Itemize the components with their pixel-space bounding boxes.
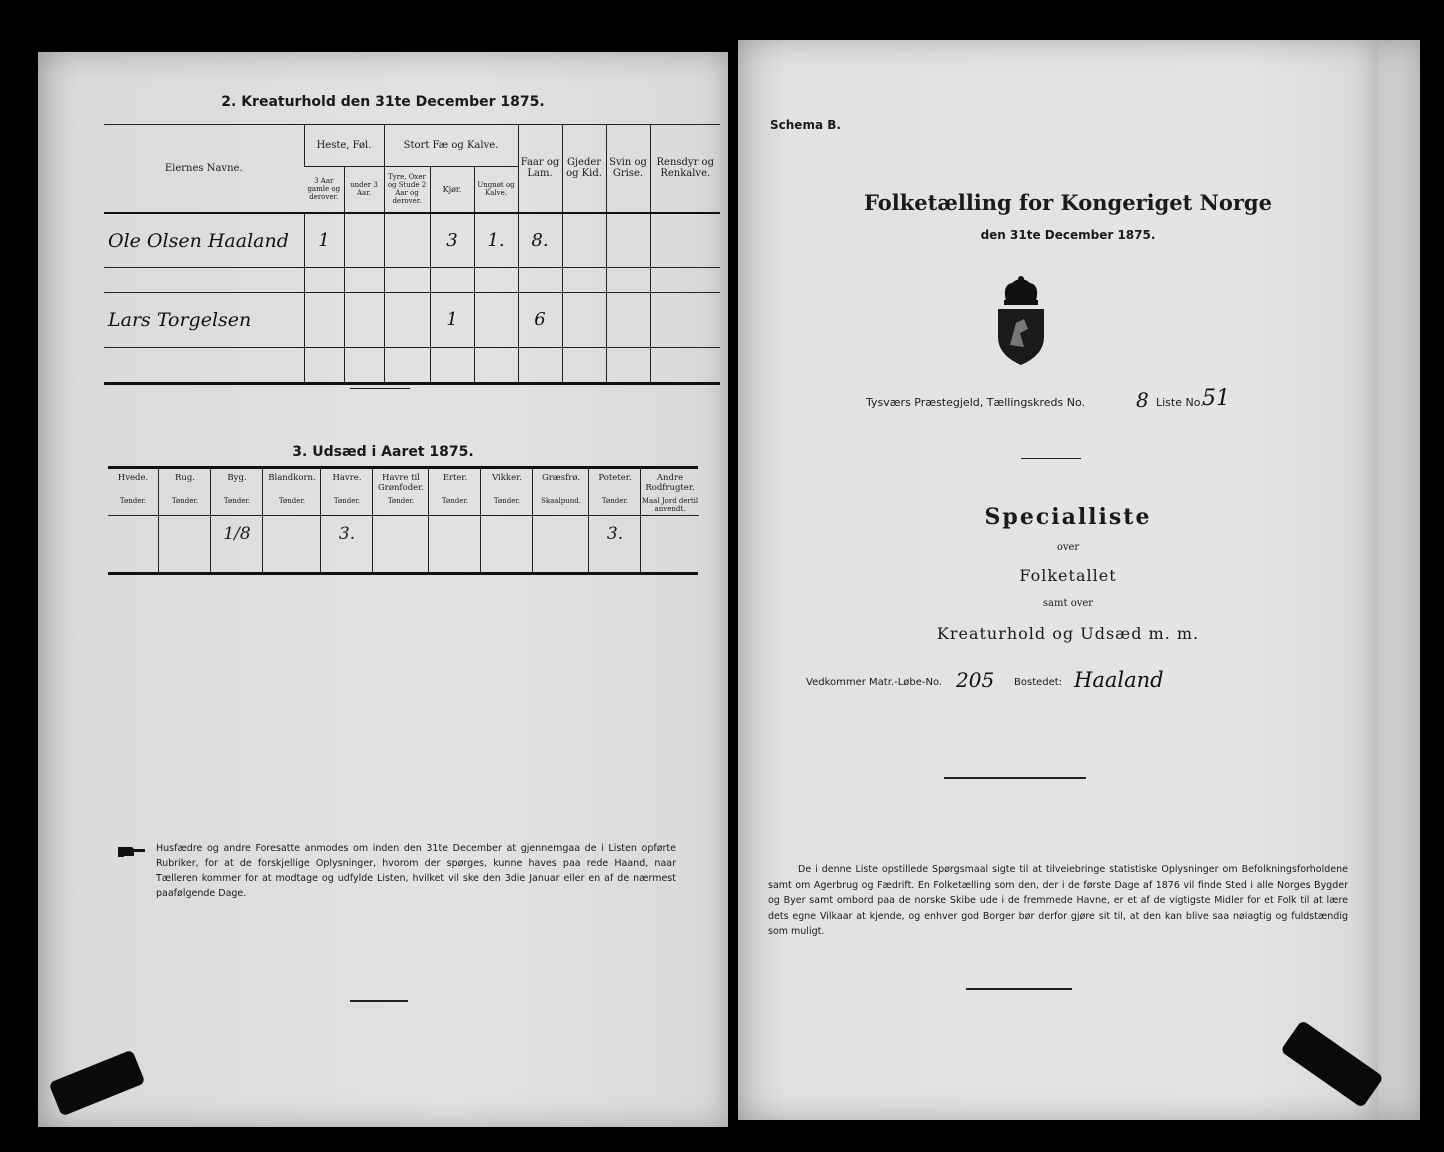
seed-value: 1/8 — [223, 524, 251, 544]
seed-header: Poteter. — [598, 473, 632, 483]
seed-header: Græsfrø. — [541, 473, 581, 483]
seed-unit: Tønder. — [429, 497, 481, 516]
seed-column — [158, 469, 211, 573]
notice-text: Husfædre og andre Foresatte anmodes om inden den 31te December at gjennemgaa de i Listen opførte Rubriker, for at de forskjellige Oplysninger, hvorom der spørges, kunne haves paa rede Haand, naar Tælleren kommer for at modtage og udfylde Listen, hvilket vil ske den 3die Januar eller en af de nærmest paafølgende Dage. — [156, 843, 676, 899]
document-title: Folketælling for Kongeriget Norge — [864, 190, 1272, 215]
horse-old-value — [304, 292, 344, 347]
livestock-title: 2. Kreaturhold den 31te December 1875. — [221, 94, 545, 110]
pigs-header: Svin og Grise. — [606, 125, 650, 213]
livestock-table — [104, 125, 720, 383]
seed-header: Blandkorn. — [268, 473, 316, 483]
young-value: 1. — [474, 213, 518, 268]
owner-header: Eiernes Navne. — [164, 162, 243, 174]
divider — [944, 777, 1086, 779]
owner-name: Ole Olsen Haaland — [104, 213, 304, 268]
matr-label: Vedkommer Matr.-Løbe-No. — [806, 677, 943, 688]
specialliste-heading: Specialliste — [984, 504, 1152, 530]
seed-unit: Tønder. — [263, 497, 321, 516]
seed-header: Havre til Grønfoder. — [377, 473, 424, 493]
divider — [350, 388, 410, 389]
samt-over-text: samt over — [1042, 598, 1094, 609]
seed-table — [108, 469, 698, 573]
seed-value — [481, 516, 533, 556]
seed-header: Hvede. — [117, 473, 149, 483]
cows-value: 1 — [430, 292, 474, 347]
seed-value — [373, 516, 429, 556]
right-page — [738, 40, 1378, 1120]
sheep-value: 6 — [518, 292, 562, 347]
schema-label: Schema B. — [770, 118, 841, 132]
table-row — [104, 292, 720, 347]
sheep-value: 8. — [518, 213, 562, 268]
cattle-header: Stort Fæ og Kalve. — [384, 125, 518, 166]
seed-value — [108, 516, 158, 556]
liste-label: Liste No. — [1156, 396, 1204, 409]
seed-column — [480, 469, 533, 573]
seed-unit: Skaalpund. — [533, 497, 589, 516]
seed-unit: Maal Jord dertil anvendt. — [641, 497, 699, 516]
table-row — [104, 213, 720, 268]
empty-cell — [384, 213, 430, 268]
kreaturhold-heading: Kreaturhold og Udsæd m. m. — [936, 624, 1200, 643]
horses-header: Heste, Føl. — [304, 125, 384, 166]
kreds-number: 8 — [1136, 388, 1149, 412]
seed-header: Vikker. — [492, 473, 522, 483]
seed-unit: Tønder. — [481, 497, 533, 516]
liste-number: 51 — [1202, 386, 1230, 411]
divider — [350, 1000, 408, 1002]
seed-column — [210, 469, 263, 573]
empty-cell — [606, 213, 650, 268]
pointing-hand-icon — [118, 844, 146, 860]
seed-column — [372, 469, 429, 573]
parish-label: Tysværs Præstegjeld, Tællingskreds No. — [866, 396, 1085, 409]
bosted-label: Bostedet: — [1014, 677, 1063, 688]
divider — [966, 988, 1072, 990]
seed-unit: Tønder. — [373, 497, 429, 516]
owner-name: Lars Torgelsen — [104, 292, 304, 347]
goats-header: Gjeder og Kid. — [562, 125, 606, 213]
bosted-value: Haaland — [1074, 668, 1164, 692]
seed-column — [640, 469, 699, 573]
seed-header: Havre. — [332, 473, 362, 483]
seed-header: Byg. — [227, 473, 247, 483]
divider — [1021, 458, 1081, 459]
seed-value — [429, 516, 481, 556]
horse-young-header: under 3 Aar. — [344, 166, 384, 213]
seed-header: Rug. — [174, 473, 196, 483]
seed-value — [159, 516, 211, 556]
seed-value — [263, 516, 321, 556]
seed-unit: Tønder. — [321, 497, 373, 516]
empty-cell — [650, 213, 720, 268]
horse-old-value: 1 — [304, 213, 344, 268]
bulls-header: Tyre, Oxer og Stude 2 Aar og derover. — [384, 166, 430, 213]
seed-value — [641, 516, 699, 556]
coat-of-arms-icon — [990, 275, 1052, 367]
seed-column — [262, 469, 321, 573]
seed-title: 3. Udsæd i Aaret 1875. — [292, 444, 474, 460]
young-cattle-header: Ungnøt og Kalve. — [474, 166, 518, 213]
folketallet-heading: Folketallet — [1019, 566, 1117, 585]
seed-column — [428, 469, 481, 573]
seed-column — [588, 469, 641, 573]
document-date: den 31te December 1875. — [980, 228, 1156, 242]
seed-header: Andre Rodfrugter. — [645, 473, 695, 493]
seed-value: 3. — [606, 524, 624, 544]
seed-column — [108, 469, 158, 573]
matr-number: 205 — [956, 668, 995, 692]
empty-cell — [344, 213, 384, 268]
sheep-header: Faar og Lam. — [518, 125, 562, 213]
young-value — [474, 292, 518, 347]
seed-unit: Tønder. — [589, 497, 641, 516]
seed-value: 3. — [338, 524, 356, 544]
table-bottom-rule — [104, 382, 720, 385]
seed-unit: Tønder. — [159, 497, 211, 516]
cows-value: 3 — [430, 213, 474, 268]
seed-header: Erter. — [442, 473, 468, 483]
reindeer-header: Rensdyr og Renkalve. — [650, 125, 720, 213]
seed-bottom-rule — [108, 572, 698, 575]
cows-header: Kjør. — [430, 166, 474, 213]
seed-value — [533, 516, 589, 556]
seed-unit: Tønder. — [211, 497, 263, 516]
over-text: over — [1056, 542, 1080, 553]
seed-column — [320, 469, 373, 573]
info-text: De i denne Liste opstillede Spørgsmaal sigte til at tilveiebringe statistiske Oplysninger om Befolkningsforholdene samt om Agerbrug og Fædrift. En Folketælling som den, der i de første Dage af 1876 vil finde Sted i alle Norges Bygder og Byer samt ombord paa de norske Skibe ude i de fremmede Havne, er et af de vigtigste Midler for et Folk til at lære dets egne Vilkaar at kjende, og enhver god Borger bør derfor gjøre sit til, at den kan blive saa nøiagtig og fuldstændig som muligt. — [768, 864, 1348, 937]
horse-old-header: 3 Aar gamle og derover. — [307, 177, 341, 202]
seed-unit: Tønder. — [108, 497, 158, 516]
empty-cell — [562, 213, 606, 268]
left-page — [38, 52, 728, 1127]
seed-column — [532, 469, 589, 573]
